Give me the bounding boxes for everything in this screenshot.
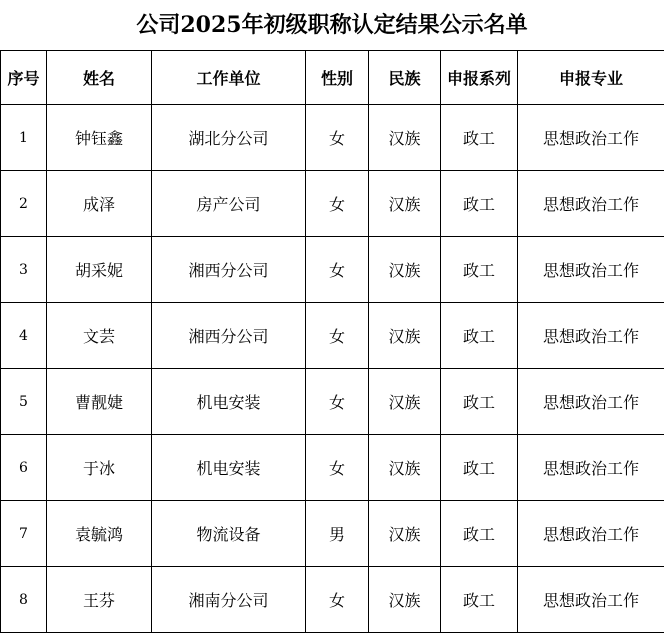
cell-gender: 女 <box>306 567 369 633</box>
cell-index: 6 <box>1 435 47 501</box>
cell-series: 政工 <box>441 237 518 303</box>
cell-name: 胡采妮 <box>47 237 152 303</box>
table-row <box>1 501 664 567</box>
cell-gender: 女 <box>306 435 369 501</box>
cell-gender: 女 <box>306 171 369 237</box>
cell-index: 3 <box>1 237 47 303</box>
page-title: 公司2025年初级职称认定结果公示名单 <box>136 12 528 38</box>
cell-index: 7 <box>1 501 47 567</box>
cell-name: 王芬 <box>47 567 152 633</box>
cell-series: 政工 <box>441 105 518 171</box>
cell-index: 4 <box>1 303 47 369</box>
header-cell: 序号 <box>1 51 47 105</box>
cell-gender: 男 <box>306 501 369 567</box>
header-cell: 申报系列 <box>441 51 518 105</box>
header-cell: 民族 <box>369 51 441 105</box>
cell-unit: 湖北分公司 <box>152 105 306 171</box>
cell-gender: 女 <box>306 369 369 435</box>
cell-specialty: 思想政治工作 <box>518 237 664 303</box>
cell-series: 政工 <box>441 171 518 237</box>
table-row <box>1 105 664 171</box>
table-row <box>1 303 664 369</box>
cell-specialty: 思想政治工作 <box>518 501 664 567</box>
cell-index: 1 <box>1 105 47 171</box>
cell-series: 政工 <box>441 435 518 501</box>
header-cell: 性别 <box>306 51 369 105</box>
cell-index: 5 <box>1 369 47 435</box>
result-table <box>0 50 664 633</box>
cell-series: 政工 <box>441 303 518 369</box>
cell-specialty: 思想政治工作 <box>518 105 664 171</box>
cell-specialty: 思想政治工作 <box>518 369 664 435</box>
cell-ethnicity: 汉族 <box>369 369 441 435</box>
table-row <box>1 567 664 633</box>
cell-unit: 湘南分公司 <box>152 567 306 633</box>
cell-unit: 房产公司 <box>152 171 306 237</box>
cell-gender: 女 <box>306 105 369 171</box>
cell-name: 于冰 <box>47 435 152 501</box>
cell-ethnicity: 汉族 <box>369 237 441 303</box>
cell-series: 政工 <box>441 369 518 435</box>
cell-specialty: 思想政治工作 <box>518 435 664 501</box>
cell-unit: 湘西分公司 <box>152 237 306 303</box>
cell-unit: 湘西分公司 <box>152 303 306 369</box>
header-cell: 姓名 <box>47 51 152 105</box>
cell-name: 文芸 <box>47 303 152 369</box>
table-row <box>1 171 664 237</box>
cell-name: 成泽 <box>47 171 152 237</box>
cell-specialty: 思想政治工作 <box>518 171 664 237</box>
cell-ethnicity: 汉族 <box>369 501 441 567</box>
cell-unit: 机电安装 <box>152 369 306 435</box>
cell-series: 政工 <box>441 501 518 567</box>
cell-name: 袁毓鸿 <box>47 501 152 567</box>
cell-gender: 女 <box>306 237 369 303</box>
cell-gender: 女 <box>306 303 369 369</box>
cell-index: 8 <box>1 567 47 633</box>
cell-unit: 机电安装 <box>152 435 306 501</box>
cell-ethnicity: 汉族 <box>369 567 441 633</box>
table-header-row <box>1 51 664 105</box>
table-row <box>1 369 664 435</box>
cell-specialty: 思想政治工作 <box>518 567 664 633</box>
cell-specialty: 思想政治工作 <box>518 303 664 369</box>
cell-series: 政工 <box>441 567 518 633</box>
cell-unit: 物流设备 <box>152 501 306 567</box>
header-cell: 工作单位 <box>152 51 306 105</box>
cell-ethnicity: 汉族 <box>369 105 441 171</box>
header-cell: 申报专业 <box>518 51 664 105</box>
table-row <box>1 237 664 303</box>
table-row <box>1 435 664 501</box>
cell-name: 曹靓婕 <box>47 369 152 435</box>
cell-ethnicity: 汉族 <box>369 171 441 237</box>
cell-name: 钟钰鑫 <box>47 105 152 171</box>
cell-ethnicity: 汉族 <box>369 303 441 369</box>
cell-index: 2 <box>1 171 47 237</box>
cell-ethnicity: 汉族 <box>369 435 441 501</box>
